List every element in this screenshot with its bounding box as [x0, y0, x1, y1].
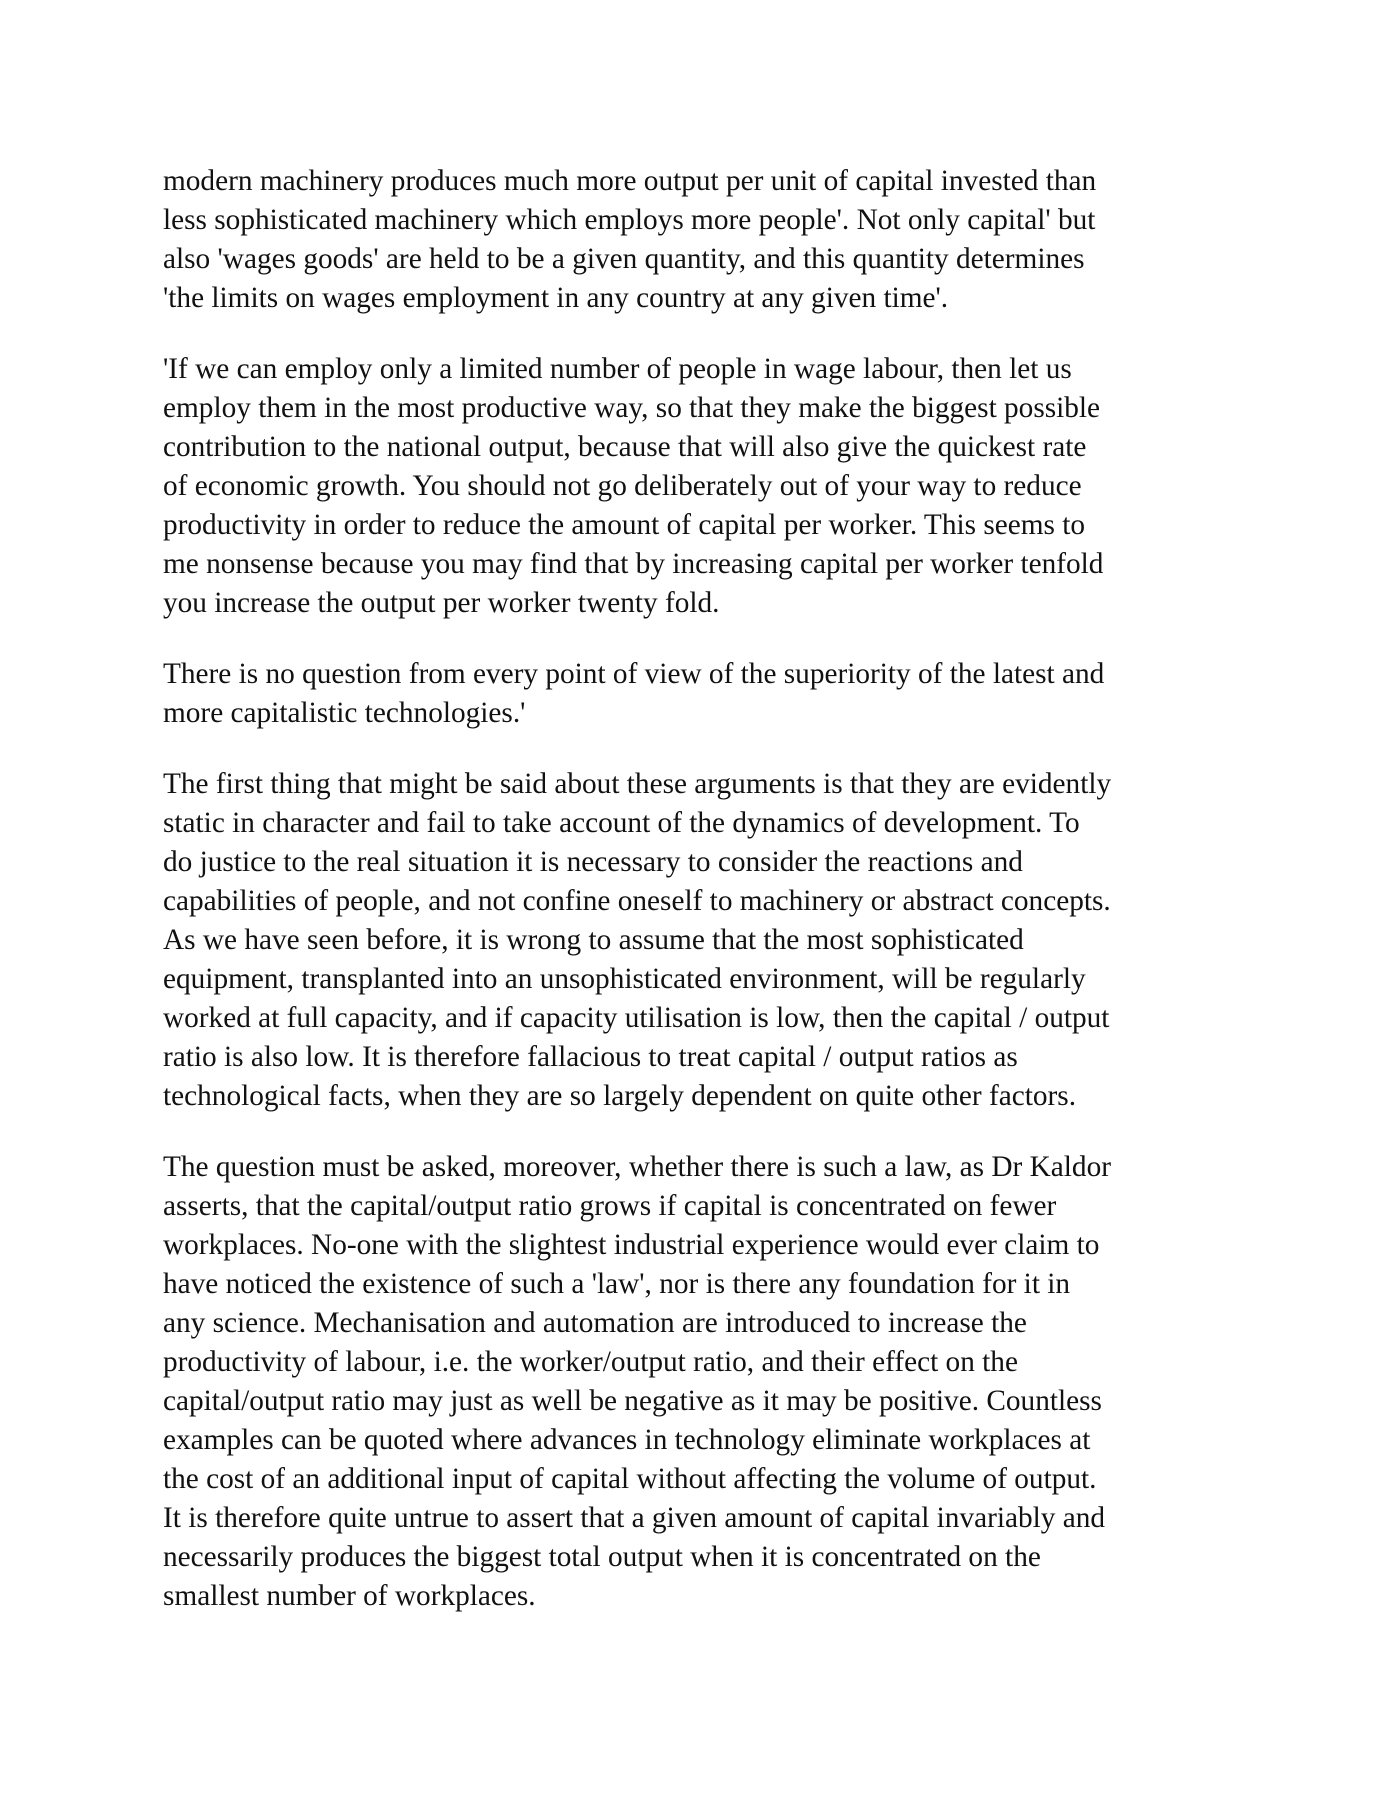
text-line: necessarily produces the biggest total output when it is concentrated on the: [163, 1541, 1041, 1573]
text-line: worked at full capacity, and if capacity utilisation is low, then the capital / output: [163, 1002, 1110, 1034]
text-line: employ them in the most productive way, so that they make the biggest possible: [163, 392, 1101, 424]
text-line: productivity in order to reduce the amount of capital per worker. This seems to: [163, 509, 1086, 541]
text-line: productivity of labour, i.e. the worker/output ratio, and their effect on the: [163, 1346, 1018, 1378]
text-line: more capitalistic technologies.': [163, 697, 526, 729]
body-text: [163, 162, 1243, 1648]
text-line: technological facts, when they are so largely dependent on quite other factors.: [163, 1080, 1077, 1112]
text-line: me nonsense because you may find that by increasing capital per worker tenfold: [163, 548, 1104, 580]
text-line: There is no question from every point of view of the superiority of the latest and: [163, 658, 1105, 690]
text-line: modern machinery produces much more output per unit of capital invested than: [163, 165, 1097, 197]
text-line: do justice to the real situation it is necessary to consider the reactions and: [163, 846, 1023, 878]
text-line: The question must be asked, moreover, whether there is such a law, as Dr Kaldor: [163, 1151, 1111, 1183]
text-line: asserts, that the capital/output ratio grows if capital is concentrated on fewer: [163, 1190, 1057, 1222]
text-line: less sophisticated machinery which employs more people'. Not only capital' but: [163, 204, 1096, 236]
text-line: ratio is also low. It is therefore fallacious to treat capital / output ratios as: [163, 1041, 1018, 1073]
text-line: static in character and fail to take account of the dynamics of development. To: [163, 807, 1080, 839]
text-line: capital/output ratio may just as well be negative as it may be positive. Countless: [163, 1385, 1102, 1417]
text-line: examples can be quoted where advances in technology eliminate workplaces at: [163, 1424, 1091, 1456]
text-line: The first thing that might be said about these arguments is that they are evidently: [163, 768, 1112, 800]
text-line: 'If we can employ only a limited number of people in wage labour, then let us: [163, 353, 1072, 385]
text-line: 'the limits on wages employment in any country at any given time'.: [163, 282, 949, 314]
text-line: equipment, transplanted into an unsophisticated environment, will be regularly: [163, 963, 1086, 995]
paragraph-4: [163, 765, 1243, 1116]
text-line: have noticed the existence of such a 'law', nor is there any foundation for it in: [163, 1268, 1071, 1300]
text-line: of economic growth. You should not go deliberately out of your way to reduce: [163, 470, 1082, 502]
text-line: workplaces. No-one with the slightest industrial experience would ever claim to: [163, 1229, 1100, 1261]
text-line: As we have seen before, it is wrong to assume that the most sophisticated: [163, 924, 1024, 956]
text-line: any science. Mechanisation and automation are introduced to increase the: [163, 1307, 1027, 1339]
paragraph-1: [163, 162, 1243, 318]
text-line: smallest number of workplaces.: [163, 1580, 536, 1612]
text-line: also 'wages goods' are held to be a given quantity, and this quantity determines: [163, 243, 1085, 275]
text-line: contribution to the national output, because that will also give the quickest rate: [163, 431, 1087, 463]
text-line: you increase the output per worker twenty fold.: [163, 587, 720, 619]
paragraph-3: [163, 655, 1243, 733]
text-line: It is therefore quite untrue to assert that a given amount of capital invariably and: [163, 1502, 1106, 1534]
text-line: the cost of an additional input of capital without affecting the volume of output.: [163, 1463, 1097, 1495]
paragraph-5: [163, 1148, 1243, 1616]
text-line: capabilities of people, and not confine oneself to machinery or abstract concepts.: [163, 885, 1111, 917]
paragraph-2: [163, 350, 1243, 623]
